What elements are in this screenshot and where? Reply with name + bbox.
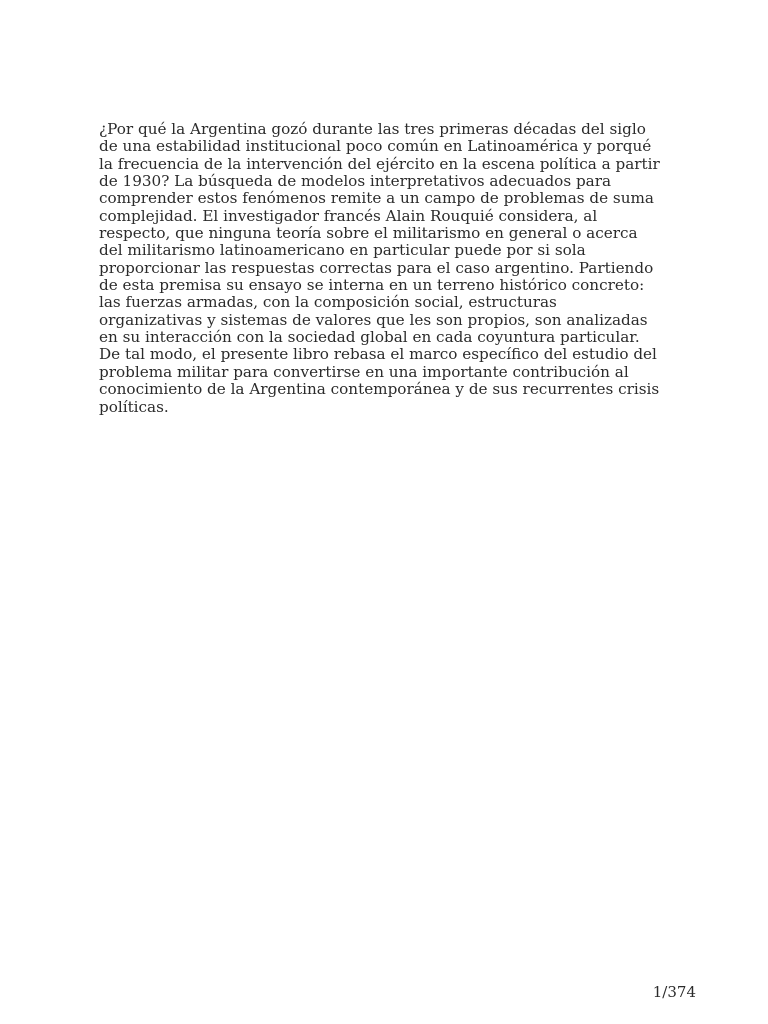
paragraph-line: de una estabilidad institucional poco común en Latinoamérica y porqué (99, 137, 652, 156)
paragraph-line: del militarismo latinoamericano en particular puede por si sola (99, 241, 586, 260)
body-paragraph (99, 121, 679, 416)
paragraph-line: conocimiento de la Argentina contemporánea y de sus recurrentes crisis (99, 380, 660, 399)
paragraph-line: problema militar para convertirse en una importante contribución al (99, 362, 629, 381)
paragraph-line: de 1930? La búsqueda de modelos interpretativos adecuados para (99, 172, 612, 191)
paragraph-line: comprender estos fenómenos remite a un campo de problemas de suma (99, 189, 654, 208)
paragraph-line: de esta premisa su ensayo se interna en un terreno histórico concreto: (99, 276, 645, 295)
paragraph-line: ¿Por qué la Argentina gozó durante las tres primeras décadas del siglo (99, 120, 646, 138)
paragraph-line: la frecuencia de la intervención del ejército en la escena política a partir (99, 154, 660, 173)
page-number: 1/374 (652, 983, 696, 1001)
paragraph-line: políticas. (99, 397, 169, 416)
paragraph-line: proporcionar las respuestas correctas para el caso argentino. Partiendo (99, 258, 654, 277)
paragraph-line: complejidad. El investigador francés Alain Rouquié considera, al (99, 206, 598, 225)
paragraph-line: organizativas y sistemas de valores que les son propios, son analizadas (99, 310, 648, 329)
paragraph-line: las fuerzas armadas, con la composición social, estructuras (99, 293, 557, 312)
paragraph-line: respecto, que ninguna teoría sobre el militarismo en general o acerca (99, 224, 638, 243)
paragraph-line: en su interacción con la sociedad global en cada coyuntura particular. (99, 328, 640, 347)
paragraph-line: De tal modo, el presente libro rebasa el marco específico del estudio del (99, 345, 657, 364)
